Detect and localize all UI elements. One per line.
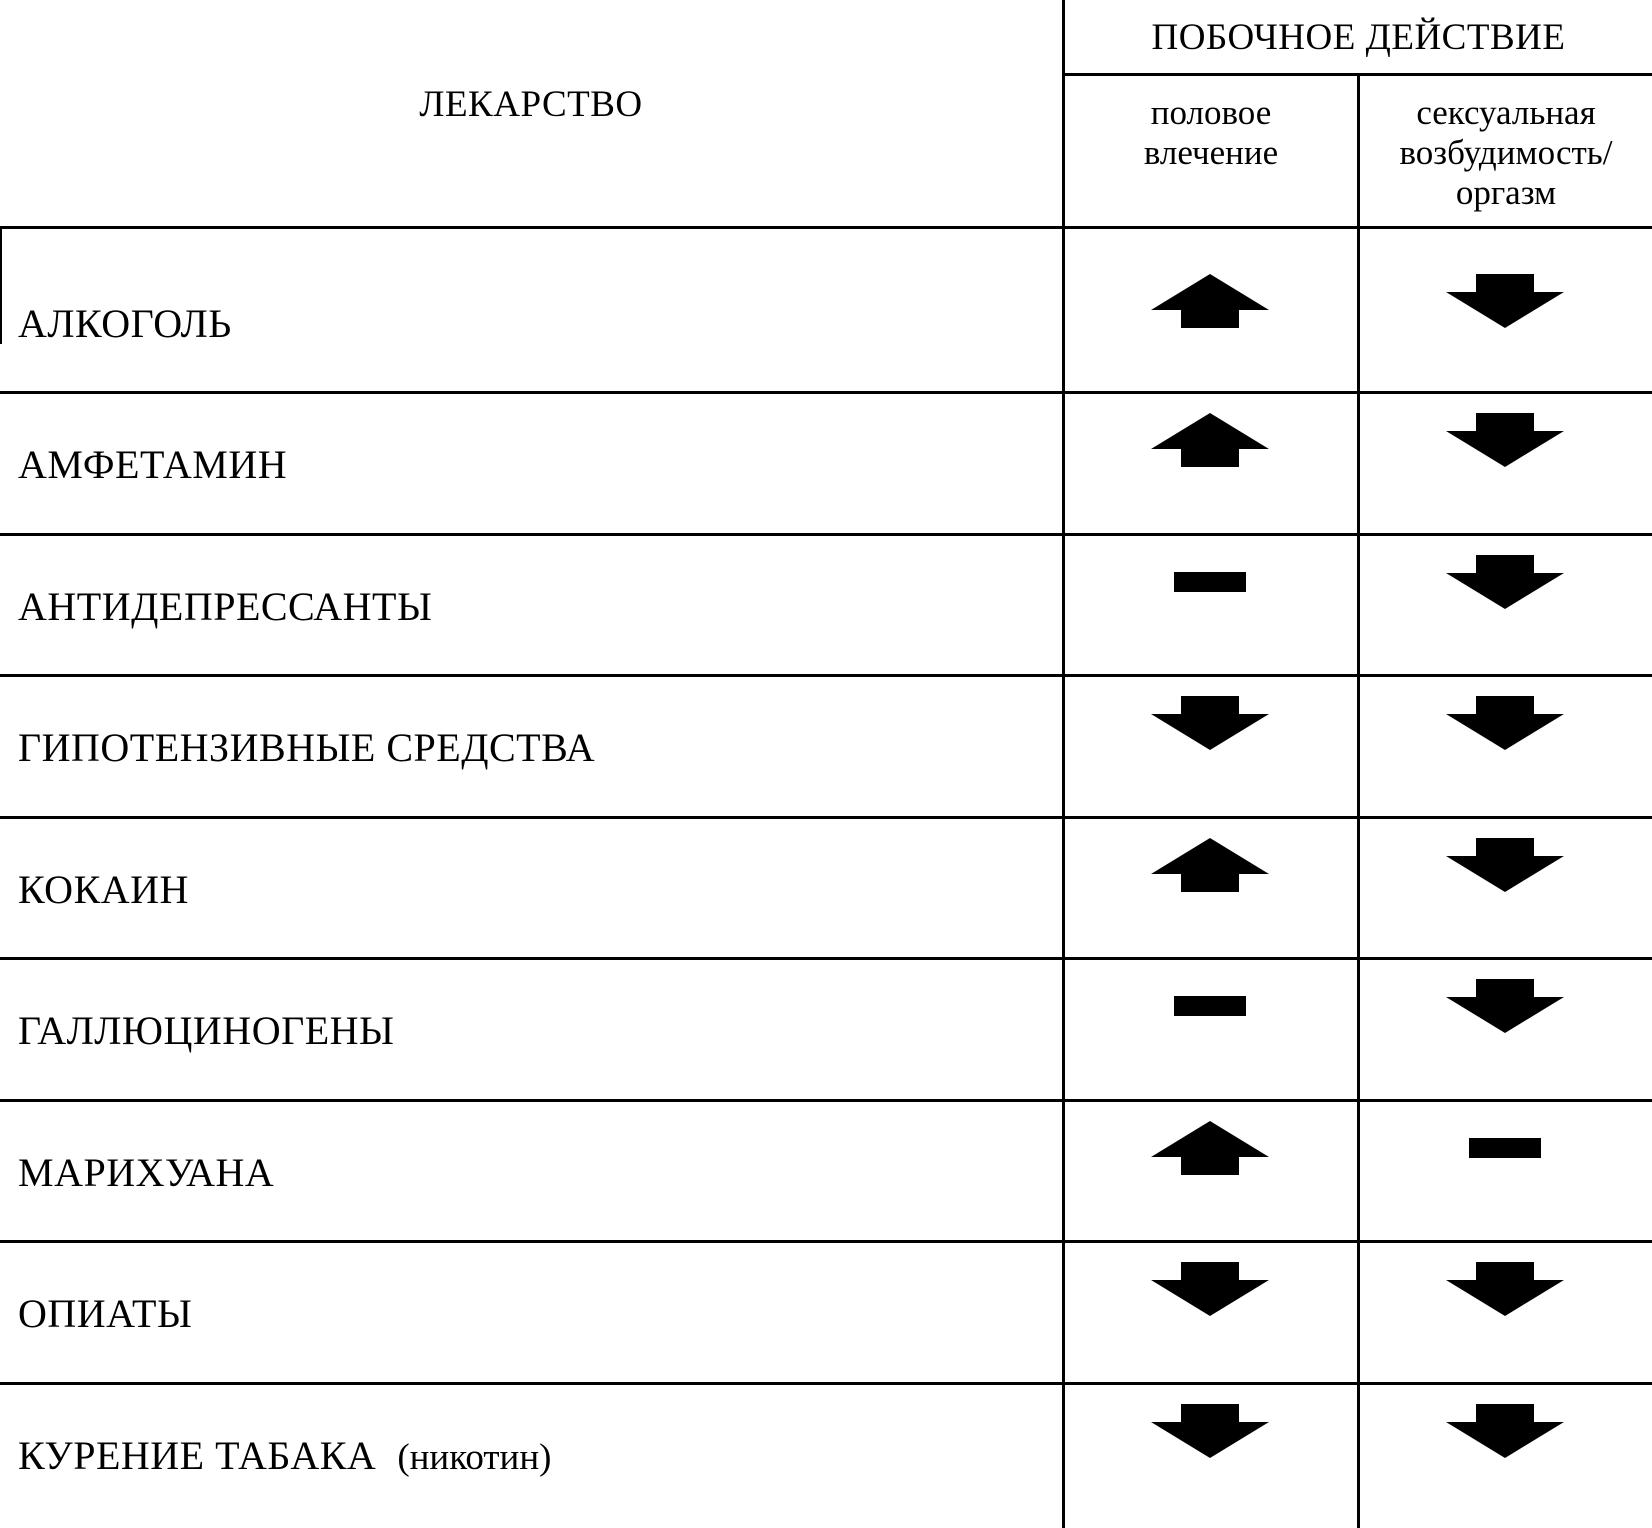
row-divider (0, 674, 1652, 677)
up-arrow-icon (1151, 1121, 1269, 1175)
row-divider (0, 1382, 1652, 1385)
drug-name: ГАЛЛЮЦИНОГЕНЫ (18, 1008, 395, 1053)
drug-label (18, 300, 232, 347)
down-arrow-icon (1446, 555, 1564, 609)
down-arrow-icon (1446, 838, 1564, 892)
drug-name: КОКАИН (18, 866, 189, 912)
dash-icon (1446, 1121, 1564, 1175)
down-arrow-icon (1446, 274, 1564, 328)
header-bottom-line (0, 226, 1652, 229)
drug-label (18, 1007, 394, 1054)
drug-name: АМФЕТАМИН (18, 442, 288, 487)
up-arrow-icon (1151, 274, 1269, 328)
header-libido-line: влечение (1143, 133, 1279, 172)
down-arrow-icon (1446, 413, 1564, 467)
drug-label (18, 1432, 551, 1479)
row-divider (0, 391, 1652, 394)
drug-name: МАРИХУАНА (18, 1149, 275, 1195)
down-arrow-icon (1151, 696, 1269, 750)
row-divider (0, 1099, 1652, 1102)
header-side-effect-label: ПОБОЧНОЕ ДЕЙСТВИЕ (1151, 16, 1566, 58)
header-divider (1062, 73, 1652, 76)
header-drug-label: ЛЕКАРСТВО (419, 83, 643, 125)
drug-name: ГИПОТЕНЗИВНЫЕ СРЕДСТВА (18, 725, 596, 770)
drug-label (18, 1149, 274, 1196)
down-arrow-icon (1446, 979, 1564, 1033)
dash-icon (1151, 555, 1269, 609)
drug-label (18, 866, 189, 913)
row-edge (0, 228, 2, 344)
header-arousal-line: оргазм (1455, 173, 1557, 212)
header-side-effect (1065, 0, 1652, 74)
drug-name: ОПИАТЫ (18, 1291, 193, 1336)
header-arousal-line: возбудимость/ (1399, 133, 1613, 172)
header-libido-line: половое (1150, 93, 1272, 132)
drug-name: АЛКОГОЛЬ (18, 301, 232, 346)
header-arousal-line: сексуальная (1416, 93, 1596, 132)
drug-label (18, 1290, 192, 1337)
column-divider (1357, 74, 1360, 1528)
down-arrow-icon (1446, 1404, 1564, 1458)
drug-name: АНТИДЕПРЕССАНТЫ (18, 583, 433, 629)
up-arrow-icon (1151, 413, 1269, 467)
header-libido (1065, 77, 1357, 228)
row-divider (0, 1240, 1652, 1243)
down-arrow-icon (1151, 1404, 1269, 1458)
column-divider (1062, 0, 1065, 1528)
drug-label (18, 724, 595, 771)
down-arrow-icon (1446, 1262, 1564, 1316)
dash-icon (1151, 979, 1269, 1033)
drug-label (18, 441, 287, 488)
row-divider (0, 816, 1652, 819)
up-arrow-icon (1151, 838, 1269, 892)
down-arrow-icon (1151, 1262, 1269, 1316)
drug-name: КУРЕНИЕ ТАБАКА (18, 1432, 377, 1478)
header-drug (0, 0, 1062, 228)
down-arrow-icon (1446, 696, 1564, 750)
drug-label (18, 583, 432, 630)
row-divider (0, 533, 1652, 536)
drug-note: (никотин) (397, 1436, 552, 1478)
row-divider (0, 957, 1652, 960)
header-arousal (1360, 77, 1652, 228)
